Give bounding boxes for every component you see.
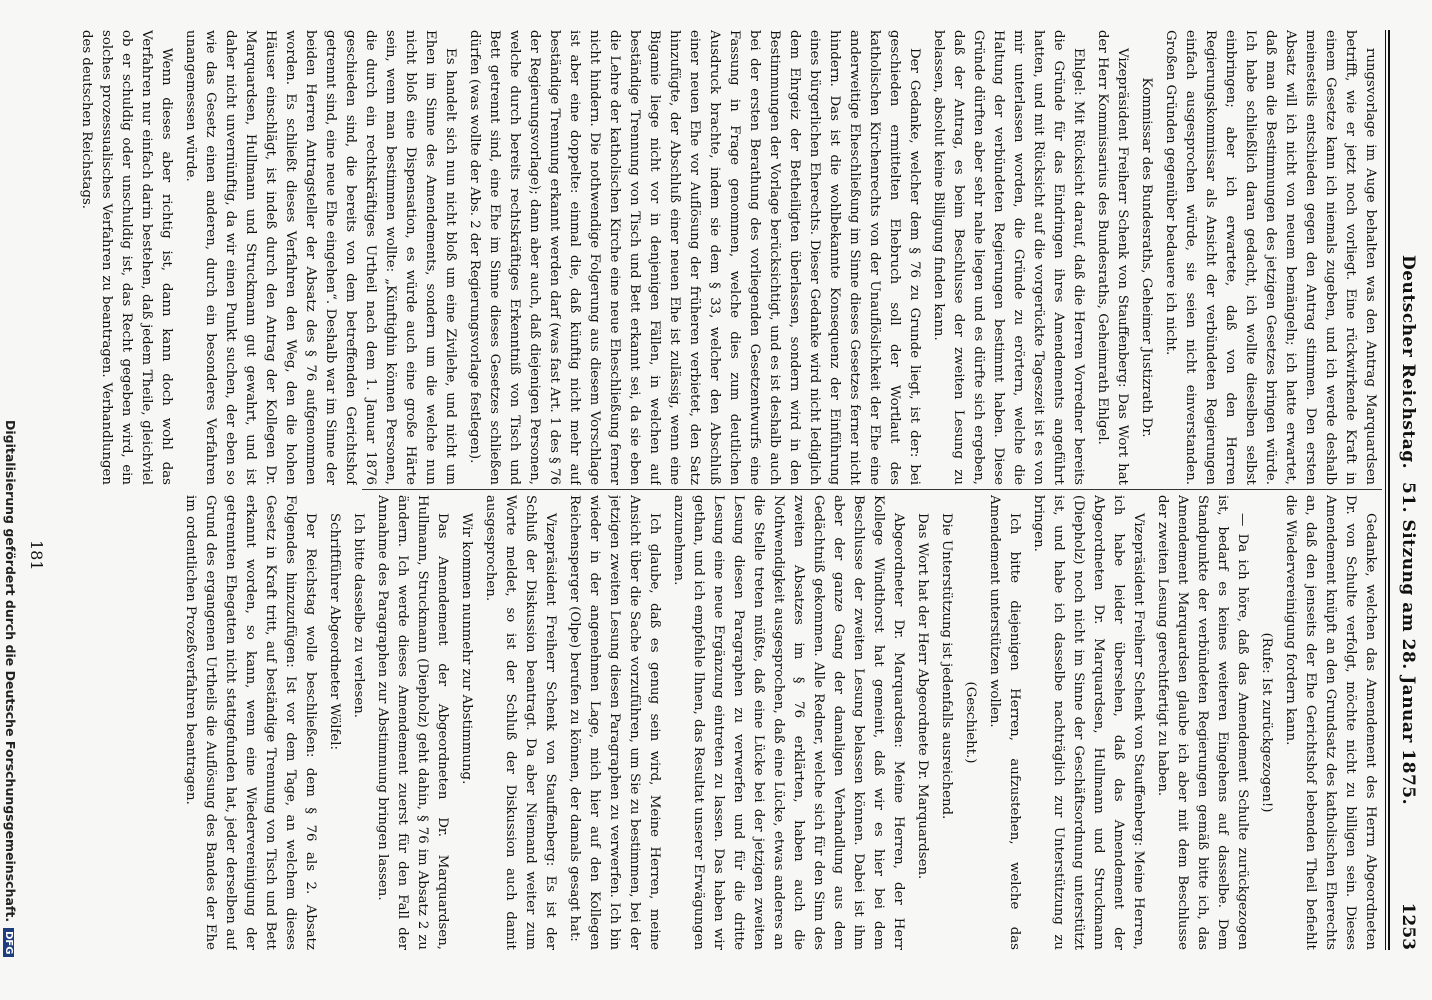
paragraph: Vizepräsident Freiherr Schenk von Stauffenberg: Meine Herren, ich habe leider übersehen, daß das Amendement der Abgeordneten Dr. Marquardsen, Hullmann und Struckmann (Diepholz) noch nicht im Sinne der Geschäftsordnung unterstützt ist, und habe ich dasselbe nachträglich zur Unterstützung zu bringen. [1031, 495, 1146, 950]
column-divider [362, 489, 1382, 490]
right-column [10, 495, 1380, 950]
paragraph: Das Amendement der Abgeordneten Dr. Marquardsen, Hullmann, Struckmann (Diepholz) geht dahin, § 76 im Absatz 2 zu ändern. Ich werde dieses Amendement zuerst für den Fall der Annahme des Paragraphen zur Abstimmung bringen lassen. [375, 495, 450, 950]
paragraph: Es handelt sich nun nicht bloß um eine Zivilehe, und nicht um Ehen im Sinne des Amendements, sondern um die welche nun nicht bloß eine Dispensation, es würde auch eine große Härte sein, wenn man bestimmen wollte: „Künftighin können Personen, die durch ein rechtskräftiges Urtheil nach dem 1. Januar 1876 geschieden sind, die bereits von dem betreffenden Gerichtshof getrennt sind, eine neue Ehe eingehen“. Deshalb war im Sinne der beiden Herren Antragsteller der Absatz des § 76 aufgenommen worden. Es schließt dieses Verfahren den Weg, den die hohen Häuser einschlägt, ist indeß durch den Antrag der Kollegen Dr. Marquardsen, Hullmann und Struckmann gut gewahrt, und ist daher nicht unvernünftig, da wir einen Punkt suchen, der eben so wie das Gesetz einen anderen, durch ein besonderes Verfahren unangemessen würde. [183, 30, 458, 485]
paragraph: Der Gedanke, welcher dem § 76 zu Grunde liegt, ist der: bei geschieden ermittelten Ehebruch soll der Wortlaut des katholischen Kirchenrechts von der Unauflöslichkeit der Ehe eine anderweitige Eheschließung im Sinne dieses Gesetzes ferner nicht hindern. Das ist die wohlbekannte Konsequenz der Einführung eines bürgerlichen Eherechts. Dieser Gedanke wird nicht lediglich dem Ehrgeiz der Betheiligten überlassen, sondern wird in den Bestimmungen der Vorlage berücksichtigt, und es ist deshalb auch bei der ersten Berathung des vorliegenden Gesetzentwurfs eine Fassung in Frage genommen, welche dies zum deutlichen Ausdruck brachte, indem sie dem § 33, welcher den Abschluß einer neuen Ehe vor Auflösung der früheren verbietet, den Satz hinzufügte, der Abschluß einer neuen Ehe ist zulässig, wenn eine Bigamie liege nicht vor in denjenigen Fällen, in welchen auf beständige Trennung von Tisch und Bett erkannt sei, da sie eben die Lehre der katholischen Kirche eine neue Eheschließung ferner nicht hindern. Die nothwendige Folgerung aus diesem Vorschlage ist aber eine doppelte: einmal die, daß künftig nicht mehr auf beständige Trennung erkannt werden darf (was fast Art. 1 des § 76 der Regierungsvorlage); dann aber auch, daß diejenigen Personen, welche durch bereits rechtskräftiges Erkenntniß von Tisch und Bett getrennt sind, eine Ehe im Sinne dieses Gesetzes schließen dürfen (was wollte der Abs. 2 der Regierungsvorlage festlegen). [467, 30, 922, 485]
paragraph: Ich bitte dasselbe zu verlesen. [351, 513, 366, 718]
paragraph: Gedanke, welchen das Amendement des Herrn Abgeordneten Dr. von Schulte verfolgt, möchte nicht zu billigen sein. Dieses Amendement knüpft an den Grundsatz des katholischen Eherechts an, daß den jenseits der Ehe Gerichtshof lebenden Theil befiehlt die Wiedervereinigung fordern kann. [1283, 495, 1378, 950]
paragraph: Vizepräsident Freiherr Schenk von Stauffenberg: Das Wort hat der Herr Kommissarius des Bundesraths, Geheimrath Ehlgel. [1095, 30, 1130, 485]
header-rule [1385, 30, 1390, 950]
page-header [1392, 0, 1432, 1000]
dfg-logo: DFG [3, 928, 14, 957]
paragraph: Abgeordneter Dr. Marquardsen: Meine Herren, der Herr Kollege Windthorst hat gemeint, daß wir es hier bei dem Beschlusse der zweiten Lesung belassen können. Dabei ist ihm aber der ganze Gang der damaligen Verhandlung aus dem Gedächtniß gekommen. Alle Redner, welche sich für den Sinn des zweiten Absatzes im § 76 erklärten, haben auch die Nothwendigkeit ausgesprochen, daß eine Lücke, etwas anderes an die Stelle treten müßte, daß eine Lücke bei der jetzigen zweiten Lesung diesen Paragraphen zu verwerfen und für die dritte Lesung eine neue Ergänzung eintreten zu lassen. Das haben wir gethan, und ich empfehle Ihnen, das Resultat unserer Erwägungen anzunehmen. [671, 495, 906, 950]
centered-line: (Geschieht.) [963, 681, 978, 764]
centered-line: Kommissar des Bundesraths, Geheimer Justizrath Dr. [1139, 77, 1154, 438]
left-column [10, 30, 1380, 485]
paragraph: Ich bitte diejenigen Herren, aufzustehen, welche das Amendement unterstützen wollen. [987, 495, 1022, 950]
paragraph: Das Wort hat der Herr Abgeordnete Dr. Marquardsen. [915, 513, 930, 880]
paragraph: Der Reichstag wolle beschließen: dem § 76 als 2. Absatz Folgendes hinzuzufügen: Ist vor dem Tage, an welchem dieses Gesetz in Kraft tritt, auf beständige Trennung von Tisch und Bett erkannt worden, so kann, wenn eine Wiedervereinigung der getrennten Ehegatten nicht stattgefunden hat, jeder derselben auf Grund des ergangenen Urtheils die Auflösung des Bandes der Ehe im ordentlichen Prozeßverfahren beantragen. [183, 495, 318, 950]
header-page-number: 1253 [1398, 902, 1418, 950]
paragraph: Schriftführer Abgeordneter Wölfel: [327, 513, 342, 750]
paragraph: Wenn dieses aber richtig ist, dann kann doch wohl das Verfahren nur einfach darin bestehen, daß jedem Theile, gleichviel ob er schuldig oder unschuldig ist, das Recht gegeben wird, ein solches prozessualisches Verfahren zu beantragen. Verhandlungen des deutschen Reichstags. [79, 30, 174, 485]
bottom-page-number: 181 [27, 540, 46, 571]
centered-line: (Rufe: Ist zurückgezogen!) [1259, 632, 1274, 813]
digitization-credit: Digitalisierung gefördert durch die Deutsche Forschungsgemeinschaft.DFG [3, 420, 18, 990]
paragraph: Ich glaube, daß es genug sein wird, Meine Herren, meine Ansicht über die Sache vorzuführen, um Sie zu bestimmen, bei der jetzigen zweiten Lesung diesen Paragraphen zu verwerfen. Ich bin wieder in der angenehmen Lage, mich hier auf den Kollegen Reichensperger (Olpe) berufen zu können, der damals gesagt hat: [567, 495, 662, 950]
header-title: Deutscher Reichstag. 51. Sitzung am 28. Januar 1875. [1398, 255, 1418, 806]
paragraph: Die Unterstützung ist jedenfalls ausreichend. [939, 513, 954, 820]
paragraph: — Da ich höre, daß das Amendement Schulte zurückgezogen ist, bedarf es keines weiteren Eingehens auf dasselbe. Dem Standpunkte der verbündeten Regierungen gemäß bitte ich, das Amendement Marquardsen glaube ich aber mit dem Beschlusse der zweiten Lesung gerechtfertigt zu haben. [1155, 495, 1250, 950]
paragraph: Vizepräsident Freiherr Schenk von Stauffenberg: Es ist der Schluß der Diskussion beantragt. Da aber Niemand weiter zum Worte meldet, so ist der Schluß der Diskussion auch damit ausgesprochen. [483, 495, 558, 950]
paragraph: Wir kommen nunmehr zur Abstimmung. [459, 513, 474, 785]
paragraph: Ehlgel: Mit Rücksicht darauf, daß die Herren Vorredner bereits die Gründe für das Eindringen ihres Amendements angeführt hatten, und mit Rücksicht auf die vorgerückte Tageszeit ist es von mir unterlassen worden, die Gründe zu erörtern, welche die Haltung der verbündeten Regierungen bestimmt haben. Diese Gründe dürften aber sehr nahe liegen und es dürfte sich ergeben, daß der Antrag, es beim Beschlusse der zweiten Lesung zu belassen, absolut keine Billigung finden kann. [931, 30, 1086, 485]
paragraph: rungsvorlage im Auge behalten was den Antrag Marquardsen betrifft, wie er jetzt noch vorliegt. Eine rückwirkende Kraft in einem Gesetze kann ich niemals zugeben, und ich werde deshalb meinesteils entschieden gegen den Antrag stimmen. Den ersten Absatz will ich nicht von neuem bemängeln; ich hatte erwartet, daß man die Bestimmungen des jetzigen Gesetzes bringen würde. Ich habe schließlich daran gedacht, ich wollte dieselben selbst einbringen; aber ich erwartete, daß von den Herren Regierungskommissar als Ansicht der verbündeten Regierungen einfach ausgesprochen würde, sie seien nicht einverstanden. Großen Gründen gegenüber bedauere ich nicht. [1163, 30, 1378, 485]
